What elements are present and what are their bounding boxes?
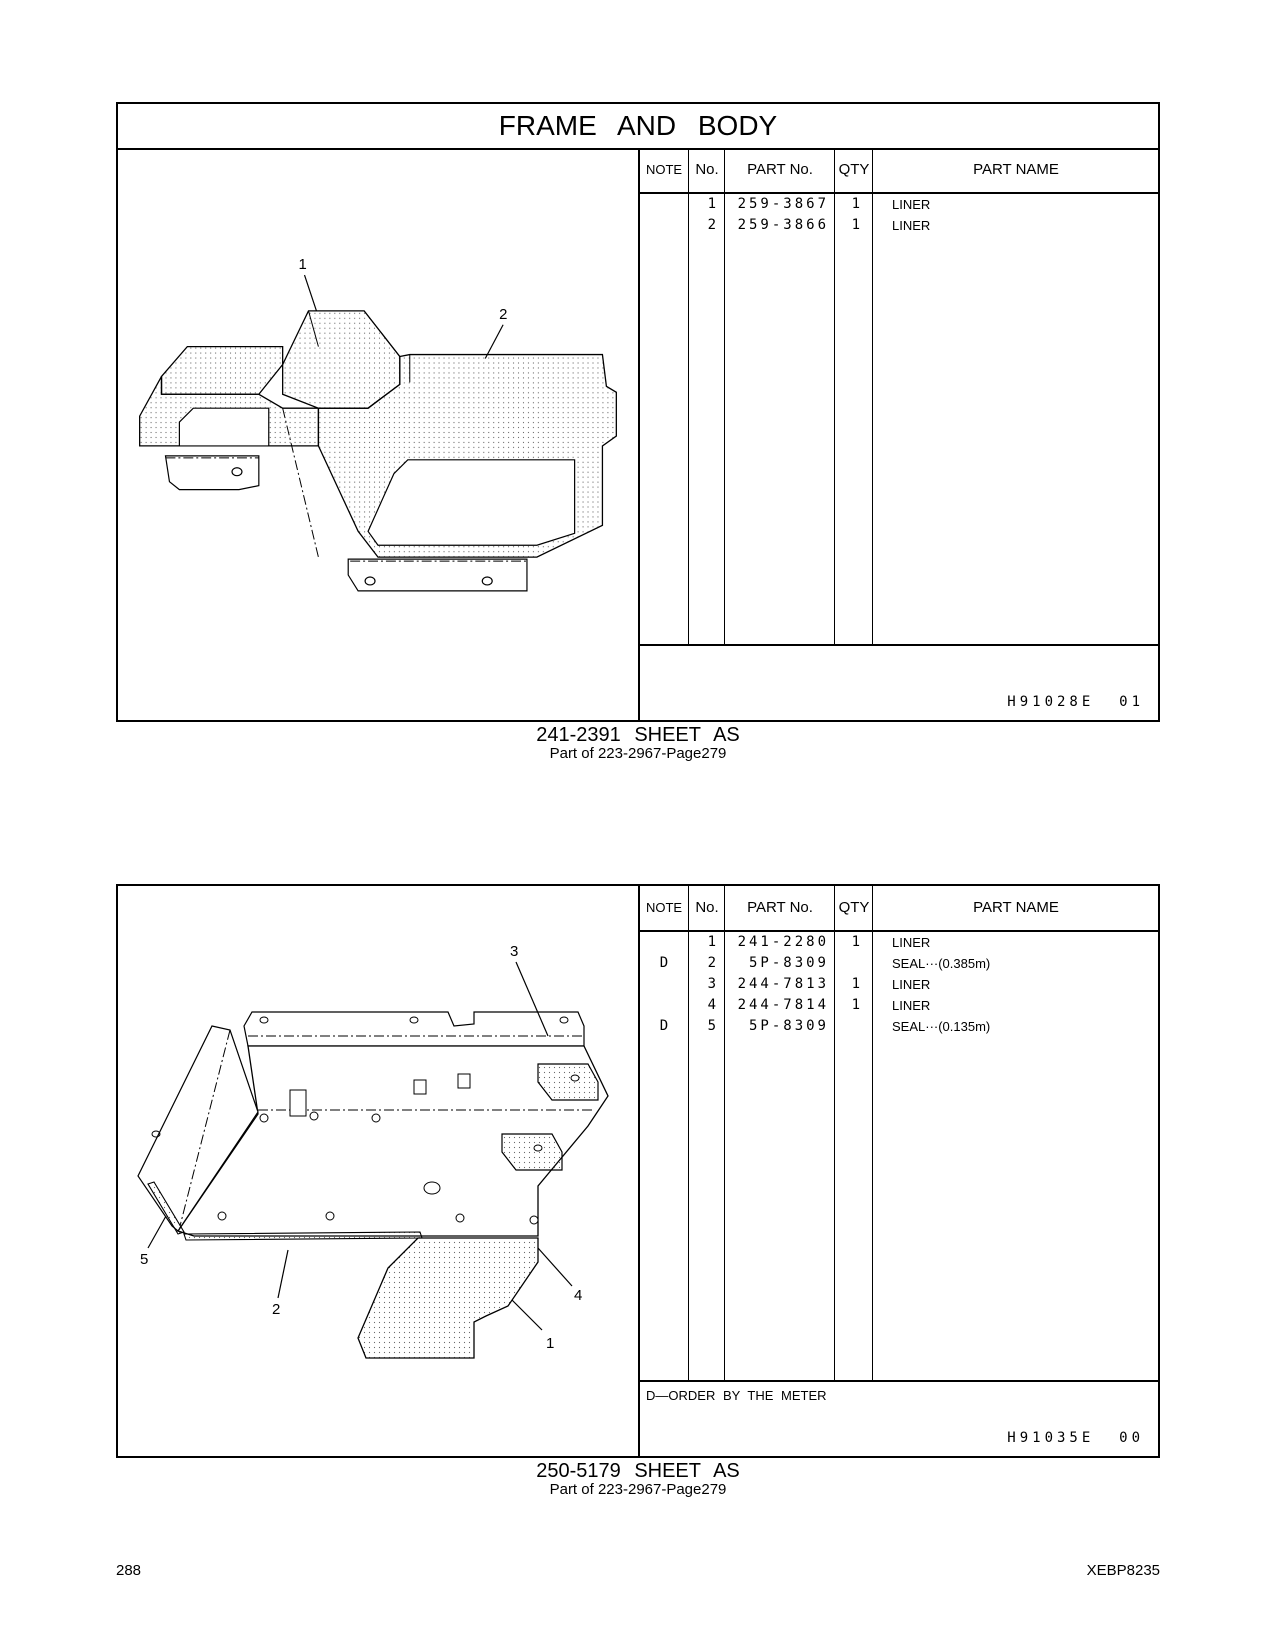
row-part-name: LINER [892, 197, 931, 212]
document-code: XEBP8235 [1086, 1562, 1160, 1579]
callout-3: 3 [510, 943, 519, 960]
row-part-name: LINER [892, 977, 931, 992]
table-row [640, 215, 1158, 236]
callout-1: 1 [298, 257, 307, 274]
row-number: 1 [707, 196, 716, 212]
callout-1: 1 [546, 1335, 555, 1352]
callout-5: 5 [140, 1251, 149, 1268]
row-part-name: LINER [892, 998, 931, 1013]
row-part-number: 5P-8309 [748, 955, 829, 971]
row-quantity [830, 1016, 860, 1037]
row-number: 4 [707, 997, 716, 1013]
row-quantity: 1 [851, 934, 860, 950]
parts-table-2 [640, 886, 1158, 1456]
table-footer [640, 1380, 1158, 1456]
assembly-title: 250-5179 SHEET AS [536, 1460, 740, 1482]
table-row [640, 974, 1158, 995]
row-note [640, 932, 688, 953]
col-no-header: No. [695, 899, 719, 916]
table-row [640, 995, 1158, 1016]
row-note: D [659, 1018, 669, 1034]
row-part-number: 259-3867 [737, 196, 829, 212]
row-note [640, 215, 688, 236]
sheet-illustration-1 [118, 148, 638, 720]
page-number: 288 [116, 1562, 142, 1579]
row-part-number: 259-3866 [737, 217, 829, 233]
row-part-number: 244-7814 [737, 997, 829, 1013]
parts-table-1 [640, 148, 1158, 720]
row-number: 2 [707, 217, 716, 233]
illustration-code: H91028E 01 [1007, 694, 1144, 710]
parts-panel-1 [116, 102, 1160, 722]
col-note-header: NOTE [645, 162, 683, 177]
table-row [640, 932, 1158, 953]
row-number: 5 [707, 1018, 716, 1034]
col-part-name-header: PART NAME [973, 161, 1059, 178]
row-quantity: 1 [851, 196, 860, 212]
parts-drawing-2 [118, 886, 640, 1456]
row-part-number: 5P-8309 [748, 1018, 829, 1034]
assembly-subtitle: Part of 223-2967-Page279 [549, 1481, 727, 1498]
row-part-number: 241-2280 [737, 934, 829, 950]
row-part-number: 244-7813 [737, 976, 829, 992]
row-note [640, 974, 688, 995]
footnote: D—ORDER BY THE METER [646, 1388, 827, 1403]
col-part-no-header: PART No. [747, 161, 813, 178]
row-note: D [659, 955, 669, 971]
illustration-code: H91035E 00 [1007, 1430, 1144, 1446]
row-number: 3 [707, 976, 716, 992]
col-part-no-header: PART No. [747, 899, 813, 916]
callout-2: 2 [272, 1301, 281, 1318]
row-part-name: SEAL···(0.385m) [892, 956, 991, 971]
row-quantity: 1 [851, 217, 860, 233]
table-footer [640, 644, 1158, 720]
sheet-illustration-2 [118, 886, 638, 1456]
parts-panel-2 [116, 884, 1160, 1458]
table-row [640, 194, 1158, 215]
table-row [640, 1016, 1158, 1037]
row-note [640, 194, 688, 215]
callout-4: 4 [574, 1287, 583, 1304]
assembly-title: 241-2391 SHEET AS [536, 724, 740, 746]
table-header [640, 148, 1158, 194]
row-part-name: SEAL···(0.135m) [892, 1019, 991, 1034]
row-number: 1 [707, 934, 716, 950]
col-qty-header: QTY [838, 899, 870, 916]
assembly-subtitle: Part of 223-2967-Page279 [549, 745, 727, 762]
callout-2: 2 [499, 306, 508, 323]
parts-drawing-1 [118, 148, 640, 720]
row-part-name: LINER [892, 935, 931, 950]
row-note [640, 995, 688, 1016]
assembly-caption-1 [116, 724, 1160, 762]
table-header [640, 886, 1158, 932]
row-number: 2 [707, 955, 716, 971]
row-quantity: 1 [851, 976, 860, 992]
assembly-caption-2 [116, 1460, 1160, 1498]
col-note-header: NOTE [645, 900, 683, 915]
row-part-name: LINER [892, 218, 931, 233]
table-row [640, 953, 1158, 974]
row-quantity [830, 953, 860, 974]
col-no-header: No. [695, 161, 719, 178]
col-qty-header: QTY [838, 161, 870, 178]
section-title: FRAME AND BODY [118, 104, 1158, 150]
row-quantity: 1 [851, 997, 860, 1013]
col-part-name-header: PART NAME [973, 899, 1059, 916]
